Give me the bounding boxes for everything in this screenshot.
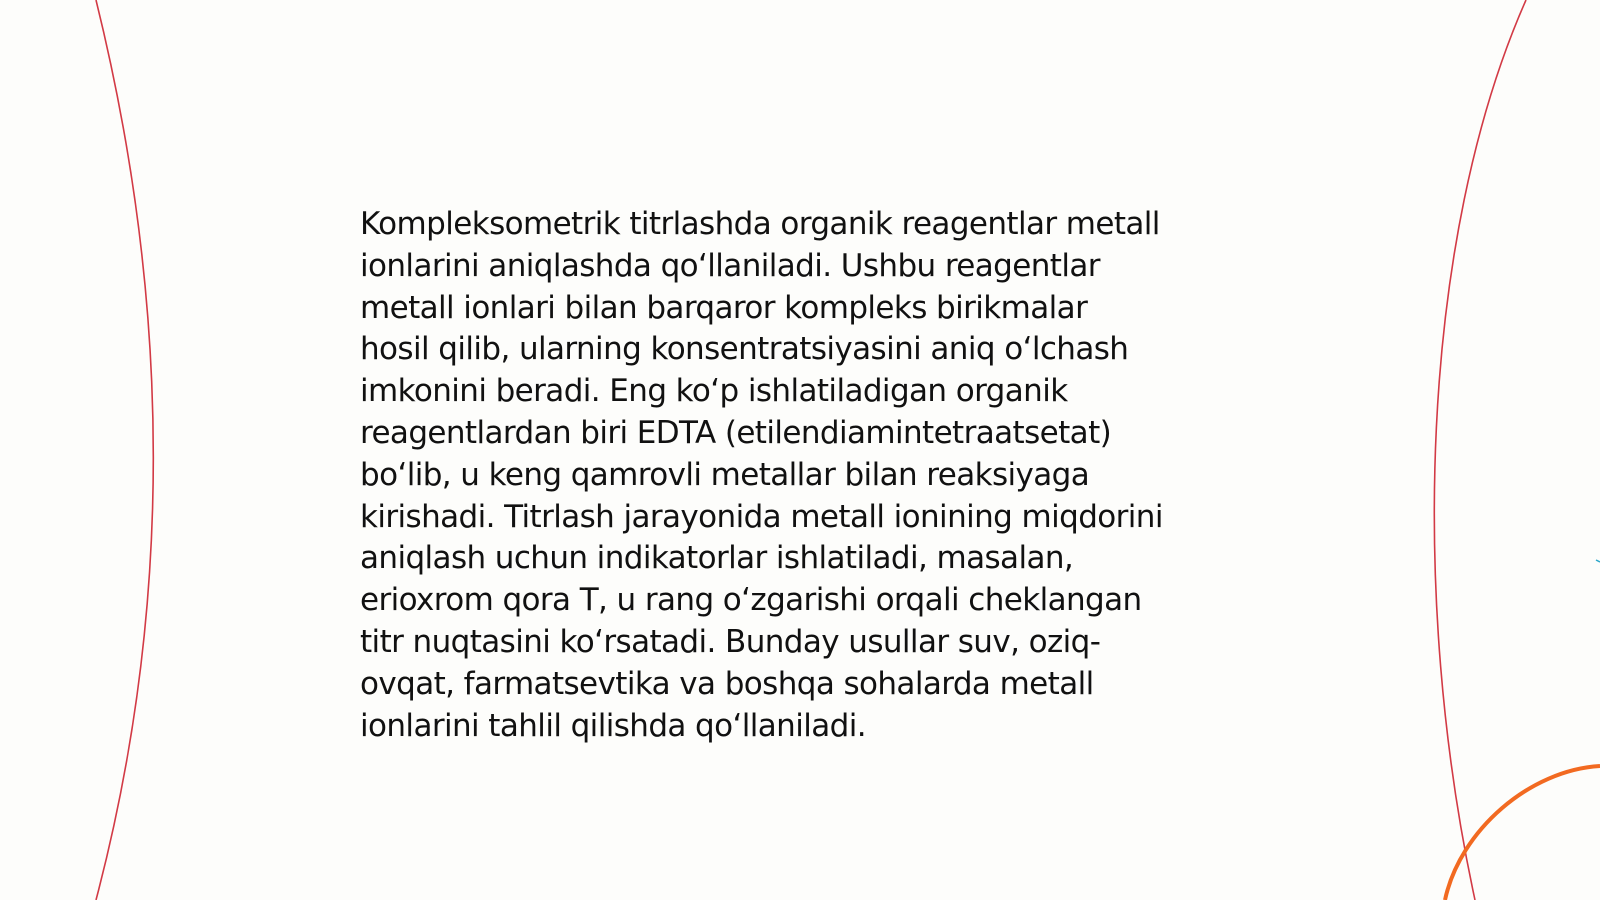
paragraph-line: bo‘lib, u keng qamrovli metallar bilan reaksiyaga: [360, 456, 1090, 493]
paragraph-line: imkonini beradi. Eng ko‘p ishlatiladigan organik: [360, 373, 1068, 410]
paragraph-line: reagentlardan biri EDTA (etilendiamintetraatsetat): [360, 414, 1112, 451]
body-paragraph: [360, 204, 1260, 747]
left-red-curve: [96, 0, 153, 900]
paragraph-line: ovqat, farmatsevtika va boshqa sohalarda metall: [360, 665, 1094, 702]
right-red-curve: [1434, 0, 1526, 900]
paragraph-line: metall ionlari bilan barqaror kompleks birikmalar: [360, 289, 1088, 326]
paragraph-line: hosil qilib, ularning konsentratsiyasini aniq o‘lchash: [360, 331, 1129, 368]
paragraph-line: erioxrom qora T, u rang o‘zgarishi orqali cheklangan: [360, 582, 1142, 619]
paragraph-line: kirishadi. Titrlash jarayonida metall ionining miqdorini: [360, 498, 1163, 535]
orange-arc: [1445, 766, 1600, 900]
paragraph-line: titr nuqtasini ko‘rsatadi. Bunday usullar suv, oziq-: [360, 623, 1101, 660]
paragraph-line: aniqlash uchun indikatorlar ishlatiladi, masalan,: [360, 540, 1074, 577]
paragraph-line: Kompleksometrik titrlashda organik reagentlar metall: [360, 206, 1160, 242]
paragraph-line: ionlarini tahlil qilishda qo‘llaniladi.: [360, 707, 866, 744]
teal-accent: [1596, 560, 1600, 562]
paragraph-line: ionlarini aniqlashda qo‘llaniladi. Ushbu reagentlar: [360, 247, 1100, 284]
